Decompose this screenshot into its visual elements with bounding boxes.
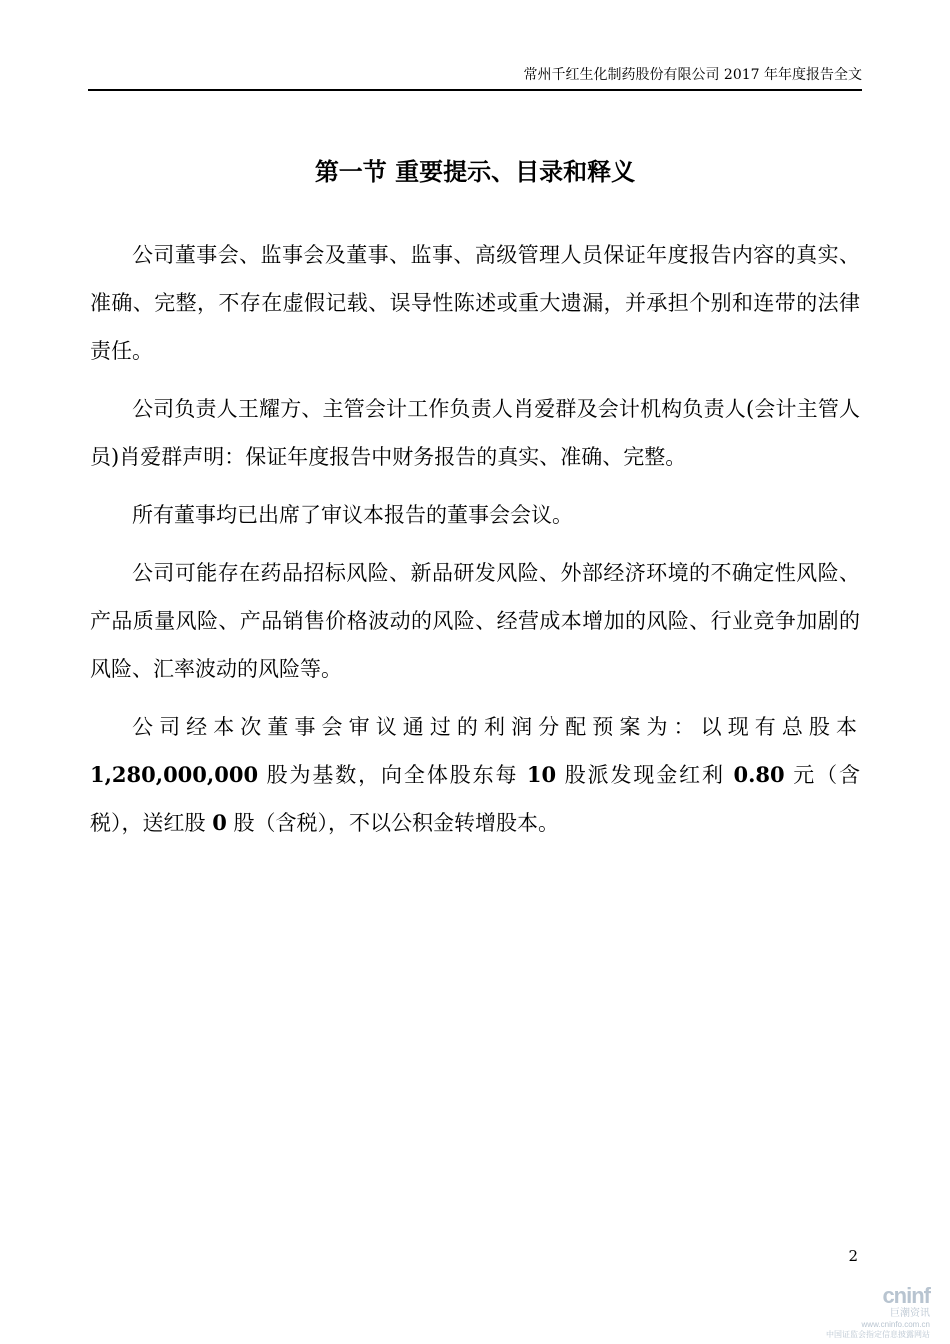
cninfo-org: 中国证监会指定信息披露网站 — [826, 1330, 930, 1339]
cninfo-name: 巨潮资讯 — [890, 1308, 930, 1319]
distribution-intro: 公司经本次董事会审议通过的利润分配预案为：以现有总股本 — [132, 715, 860, 739]
distribution-text-2: 股派发现金红利 — [564, 763, 725, 787]
paragraph-responsibility-statement: 公司董事会、监事会及董事、监事、高级管理人员保证年度报告内容的真实、准确、完整，不存在虚假记载、误导性陈述或重大遗漏，并承担个别和连带的法律责任。 — [90, 243, 860, 363]
page-number: 2 — [848, 1247, 858, 1265]
cninfo-watermark — [820, 1283, 930, 1339]
distribution-text-1: 股为基数，向全体股东每 — [266, 763, 519, 787]
document-body — [90, 231, 860, 857]
per-shares-value: 10 — [526, 762, 557, 787]
paragraph-risk-factors: 公司可能存在药品招标风险、新品研发风险、外部经济环境的不确定性风险、产品质量风险、产品销售价格波动的风险、经营成本增加的风险、行业竞争加剧的风险、汇率波动的风险等。 — [90, 561, 860, 681]
total-shares-value: 1,280,000,000 — [90, 762, 259, 787]
distribution-text-3: 元（含税），送红股 — [90, 763, 860, 835]
bonus-shares-value: 0 — [212, 810, 227, 835]
section-title: 第一节 重要提示、目录和释义 — [314, 157, 636, 186]
cninfo-logo: cninf — [882, 1283, 930, 1308]
cash-dividend-value: 0.80 — [733, 762, 785, 787]
paragraph-profit-distribution — [90, 703, 860, 847]
distribution-text-4: 股（含税），不以公积金转增股本。 — [233, 811, 559, 835]
running-header: 常州千红生化制药股份有限公司 2017 年年度报告全文 — [523, 67, 862, 83]
paragraph-financial-statement-declaration: 公司负责人王耀方、主管会计工作负责人肖爱群及会计机构负责人(会计主管人员)肖爱群声明：保证年度报告中财务报告的真实、准确、完整。 — [90, 397, 860, 469]
header-divider — [88, 89, 862, 91]
paragraph-board-attendance: 所有董事均已出席了审议本报告的董事会会议。 — [132, 503, 573, 527]
cninfo-url: www.cninfo.com.cn — [861, 1320, 930, 1329]
